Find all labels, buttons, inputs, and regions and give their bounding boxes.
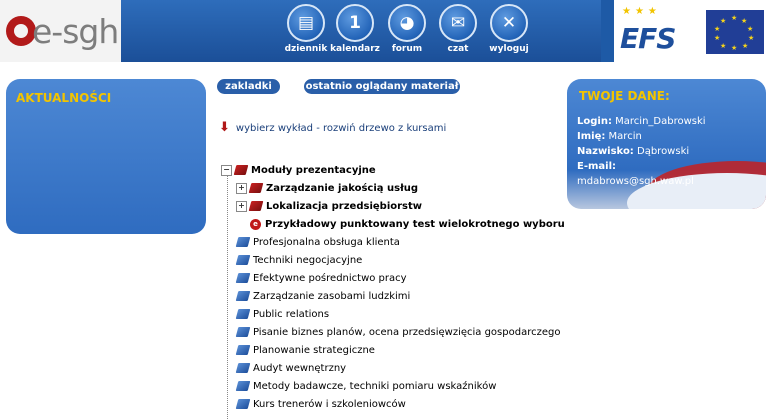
tab-last-viewed[interactable]: ostatnio oglądany materiał <box>305 81 459 92</box>
book-icon <box>236 237 251 247</box>
course-item[interactable]: Pisanie biznes planów, ocena przedsięwzięcia gospodarczego <box>237 325 560 341</box>
course-item[interactable]: Metody badawcze, techniki pomiaru wskaźników <box>237 379 496 395</box>
tree-node-test[interactable]: e Przykładowy punktowany test wielokrotnego wyboru <box>250 217 565 233</box>
course-item[interactable]: Zarządzanie zasobami ludzkimi <box>237 289 410 305</box>
book-icon <box>236 363 251 373</box>
book-icon <box>236 273 251 283</box>
course-item[interactable]: Techniki negocjacyjne <box>237 253 362 269</box>
book-icon: ▤ <box>287 4 325 42</box>
book-icon <box>236 309 251 319</box>
book-icon <box>236 381 251 391</box>
efs-logo: EFS <box>620 22 676 55</box>
book-icon <box>234 165 249 175</box>
nav-czat[interactable]: ✉ czat <box>428 4 488 54</box>
collapse-icon[interactable]: − <box>221 165 232 176</box>
forum-icon: ◕ <box>388 4 426 42</box>
user-email-label: E-mail: <box>577 161 617 172</box>
user-panel <box>567 79 766 209</box>
course-prompt: ⬇ wybierz wykład - rozwiń drzewo z kursami <box>219 120 447 135</box>
book-icon <box>236 255 251 265</box>
user-first-name: Imię: Marcin <box>577 131 642 142</box>
tab-bookmarks[interactable]: zakladki <box>217 79 280 94</box>
course-item[interactable]: Public relations <box>237 307 329 323</box>
nav-kalendarz[interactable]: 1 kalendarz <box>325 4 385 54</box>
stars-icon: ★★★ <box>622 6 661 17</box>
logout-icon: ✕ <box>490 4 528 42</box>
news-panel <box>6 79 206 234</box>
calendar-icon: 1 <box>336 4 374 42</box>
tree-connector <box>227 175 228 419</box>
book-icon <box>249 183 264 193</box>
user-email: mdabrows@sgh.waw.pl <box>577 176 694 187</box>
logo-text: e-sgh <box>32 12 119 51</box>
tree-node-root[interactable]: − Moduły prezentacyjne <box>221 163 376 179</box>
tree-node-child[interactable]: + Zarządzanie jakością usług <box>236 181 418 197</box>
test-icon: e <box>250 219 261 230</box>
logo[interactable] <box>0 0 121 62</box>
course-item[interactable]: Kurs trenerów i szkoleniowców <box>237 397 406 413</box>
book-icon <box>236 345 251 355</box>
course-item[interactable]: Planowanie strategiczne <box>237 343 375 359</box>
tree-node-child[interactable]: + Lokalizacja przedsiębiorstw <box>236 199 422 215</box>
chat-icon: ✉ <box>439 4 477 42</box>
nav-dziennik[interactable]: ▤ dziennik <box>276 4 336 54</box>
arrow-down-icon: ⬇ <box>219 120 230 135</box>
user-panel-title: TWOJE DANE: <box>579 89 670 103</box>
course-item[interactable]: Efektywne pośrednictwo pracy <box>237 271 407 287</box>
eu-flag-icon: ★ ★ ★ ★ ★ ★ ★ ★ ★ ★ <box>706 10 764 54</box>
nav-wyloguj[interactable]: ✕ wyloguj <box>479 4 539 54</box>
user-last-name: Nazwisko: Dąbrowski <box>577 146 690 157</box>
book-icon <box>249 201 264 211</box>
book-icon <box>236 327 251 337</box>
course-item[interactable]: Profesjonalna obsługa klienta <box>237 235 400 251</box>
book-icon <box>236 291 251 301</box>
user-login: Login: Marcin_Dabrowski <box>577 116 706 127</box>
book-icon <box>236 399 251 409</box>
expand-icon[interactable]: + <box>236 201 247 212</box>
news-title: AKTUALNOŚCI <box>16 91 112 105</box>
nav-forum[interactable]: ◕ forum <box>377 4 437 54</box>
course-item[interactable]: Audyt wewnętrzny <box>237 361 346 377</box>
expand-icon[interactable]: + <box>236 183 247 194</box>
